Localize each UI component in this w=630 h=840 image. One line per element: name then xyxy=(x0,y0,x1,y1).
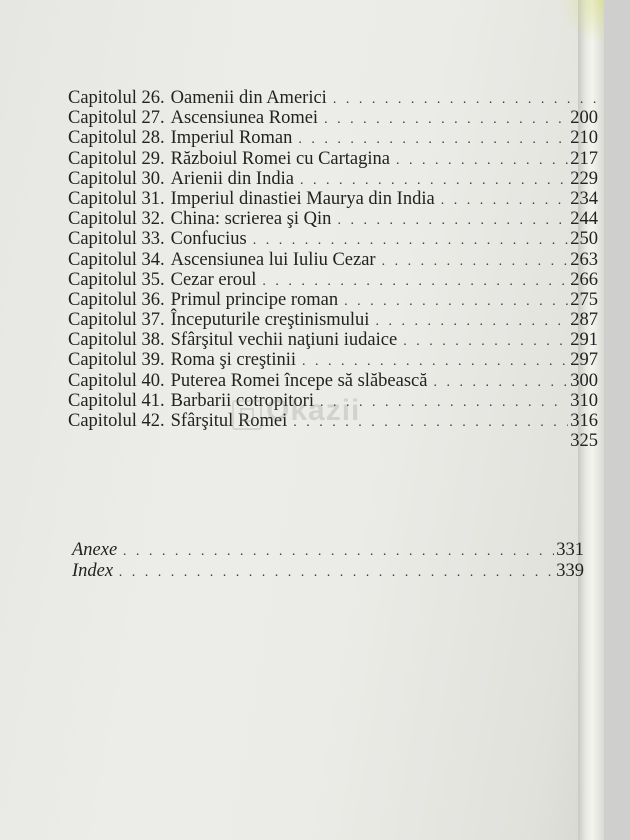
chapter-number: Capitolul 28. xyxy=(68,128,165,149)
toc-row xyxy=(68,108,598,128)
leader-dots xyxy=(333,90,596,110)
page-number: 229 xyxy=(570,168,598,189)
toc-row xyxy=(68,270,598,290)
toc-row xyxy=(68,330,598,350)
toc-row xyxy=(68,169,598,189)
toc-row xyxy=(68,209,598,229)
toc-row xyxy=(68,149,598,169)
chapter-title: Arienii din India xyxy=(170,168,294,189)
leader-dots xyxy=(119,563,554,583)
chapter-title: Cezar eroul xyxy=(170,269,257,290)
leader-dots xyxy=(300,171,568,191)
leader-dots xyxy=(396,151,568,171)
watermark xyxy=(232,384,392,444)
corner-tint xyxy=(554,0,604,40)
leader-dots xyxy=(298,130,568,150)
page-number: 300 xyxy=(570,370,598,391)
page-number: 339 xyxy=(556,561,584,581)
page-number: 325 xyxy=(570,431,598,452)
toc-row xyxy=(68,189,598,209)
page-number: 287 xyxy=(570,310,598,331)
chapter-number: Capitolul 31. xyxy=(68,188,165,209)
chapter-title: Primul principe roman xyxy=(170,289,339,310)
chapter-title: China: scrierea şi Qin xyxy=(170,209,332,230)
toc-row xyxy=(68,229,598,249)
leader-dots xyxy=(123,542,554,562)
page-number: 316 xyxy=(570,411,598,431)
chapter-title: Sfârşitul vechii naţiuni iudaice xyxy=(170,330,398,351)
page-number: 297 xyxy=(570,350,598,371)
chapter-title: Sfârşitul Romei xyxy=(170,411,288,431)
chapter-number: Capitolul 40. xyxy=(68,370,165,391)
page-number: 291 xyxy=(570,330,598,351)
page-number: 244 xyxy=(570,209,598,230)
page-number: 275 xyxy=(570,289,598,310)
toc-row xyxy=(68,350,598,370)
page-number: 210 xyxy=(570,128,598,149)
leader-dots xyxy=(302,352,568,372)
toc-row xyxy=(68,310,598,330)
leader-dots xyxy=(262,272,568,292)
leader-dots xyxy=(375,312,568,332)
page-number: 331 xyxy=(556,540,584,560)
leader-dots xyxy=(344,292,568,312)
chapter-title: Imperiul Roman xyxy=(170,128,293,149)
chapter-title: Puterea Romei începe să slăbească xyxy=(170,370,428,391)
chapter-number: Capitolul 38. xyxy=(68,330,165,351)
page-number: 234 xyxy=(570,188,598,209)
chapter-title: Imperiul dinastiei Maurya din India xyxy=(170,188,435,209)
leader-dots xyxy=(433,373,568,393)
watermark-logo-icon xyxy=(232,400,262,430)
chapter-number: Capitolul 34. xyxy=(68,249,165,270)
appendix-title: Anexe xyxy=(72,540,118,560)
toc-row xyxy=(68,250,598,270)
chapter-title: Ascensiunea lui Iuliu Cezar xyxy=(170,249,376,270)
leader-dots xyxy=(324,110,568,130)
chapter-title: Roma şi creştinii xyxy=(170,350,296,371)
leader-dots xyxy=(403,332,568,352)
chapter-number: Capitolul 32. xyxy=(68,209,165,230)
chapter-title: Începuturile creştinismului xyxy=(170,310,370,331)
chapter-number: Capitolul 26. xyxy=(68,88,165,108)
toc-row-appendix xyxy=(72,540,584,561)
toc-row xyxy=(68,290,598,310)
chapter-number: Capitolul 39. xyxy=(68,350,165,371)
chapter-number: Capitolul 37. xyxy=(68,310,165,331)
page-number: 200 xyxy=(570,108,598,129)
chapter-title: Confucius xyxy=(170,229,247,250)
toc-row xyxy=(68,88,598,108)
chapter-title: Oamenii din Americi xyxy=(170,88,327,108)
chapter-number: Capitolul 35. xyxy=(68,269,165,290)
toc-row xyxy=(68,128,598,148)
chapter-number: Capitolul 36. xyxy=(68,289,165,310)
chapter-number: Capitolul 41. xyxy=(68,390,165,411)
toc-row-index xyxy=(72,561,584,582)
page-number: 250 xyxy=(570,229,598,250)
page-number: 266 xyxy=(570,269,598,290)
page-number: 263 xyxy=(570,249,598,270)
chapter-title: Ascensiunea Romei xyxy=(170,108,319,129)
page-number: 310 xyxy=(570,390,598,411)
chapter-number: Capitolul 30. xyxy=(68,168,165,189)
chapter-title: Barbarii cotropitori xyxy=(170,390,314,411)
leader-dots xyxy=(441,191,569,211)
leader-dots xyxy=(337,211,568,231)
chapter-number: Capitolul 33. xyxy=(68,229,165,250)
chapter-number: Capitolul 29. xyxy=(68,148,165,169)
chapter-title: Războiul Romei cu Cartagina xyxy=(170,148,390,169)
appendix-section xyxy=(72,540,584,582)
leader-dots xyxy=(253,231,569,251)
watermark-text: Okazii xyxy=(266,394,361,427)
leader-dots xyxy=(382,252,569,272)
page-number: 217 xyxy=(570,148,598,169)
chapter-number: Capitolul 42. xyxy=(68,411,165,431)
chapter-number: Capitolul 27. xyxy=(68,108,165,129)
index-title: Index xyxy=(72,561,114,581)
